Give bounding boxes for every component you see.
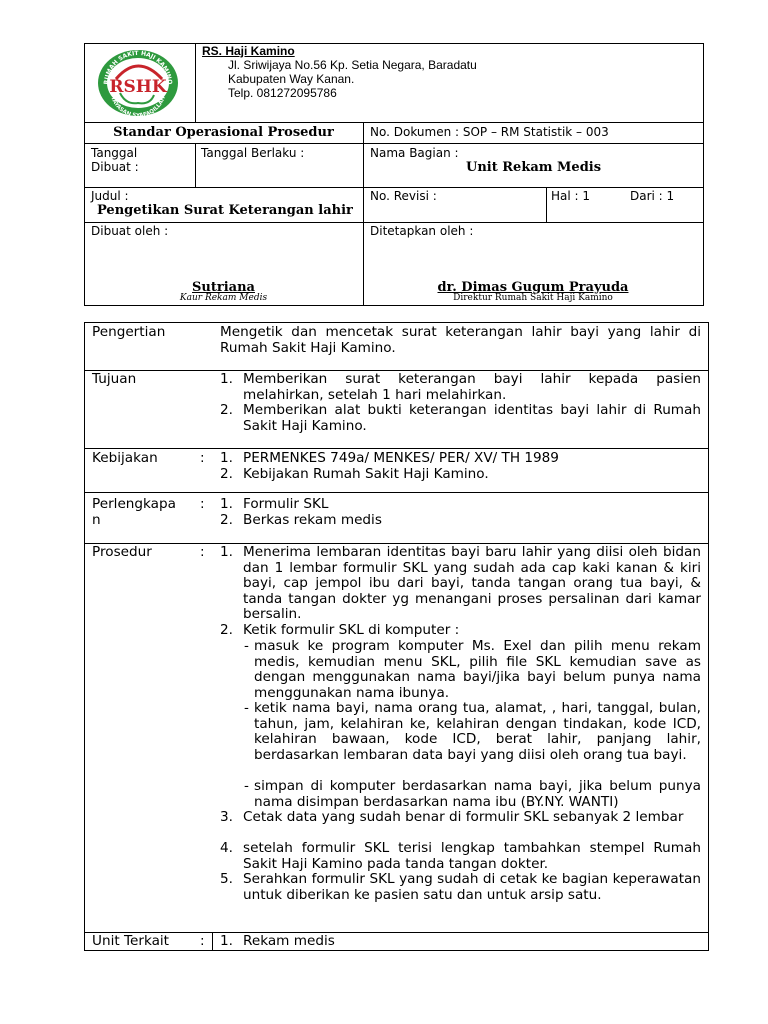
prosedur-num-3: 3. bbox=[220, 809, 233, 825]
perlengkapan-colon: : bbox=[200, 496, 205, 512]
hospital-name: RS. Haji Kamino bbox=[202, 44, 295, 58]
made-by-label: Dibuat oleh : bbox=[91, 224, 169, 238]
kebijakan-colon: : bbox=[200, 450, 205, 466]
prosedur-subitem-3: simpan di komputer berdasarkan nama bayi, jika belum punya nama disimpan berdasarkan nama ibu (BY.NY. WANTI) bbox=[254, 778, 701, 810]
hospital-address-1: Jl. Sriwijaya No.56 Kp. Setia Negara, Baradatu bbox=[228, 58, 477, 72]
kebijakan-num-2: 2. bbox=[220, 466, 233, 482]
department-label: Nama Bagian : bbox=[370, 146, 459, 160]
prosedur-num-2: 2. bbox=[220, 622, 233, 638]
made-by-role: Kaur Rekam Medis bbox=[179, 293, 268, 303]
unit-terkait-colon: : bbox=[200, 933, 205, 949]
prosedur-dash-1: - bbox=[244, 638, 249, 654]
tujuan-item-2: Memberikan alat bukti keterangan identitas bayi lahir di Rumah Sakit Haji Kamino. bbox=[243, 402, 701, 434]
prosedur-colon: : bbox=[200, 544, 205, 560]
prosedur-label: Prosedur bbox=[92, 544, 152, 560]
revision-label: No. Revisi : bbox=[370, 189, 437, 203]
tujuan-num-2: 2. bbox=[220, 402, 233, 418]
prosedur-subitem-1: masuk ke program komputer Ms. Exel dan pilih menu rekam medis, kemudian menu SKL, pilih file SKL kemudian save as dengan menggunakan nama bayi/jika bayi belum punya nama menggunakan nama ibunya. bbox=[254, 638, 701, 701]
kebijakan-num-1: 1. bbox=[220, 450, 233, 466]
unit-terkait-item-1: Rekam medis bbox=[243, 933, 335, 949]
pengertian-label: Pengertian bbox=[92, 324, 166, 340]
hospital-logo bbox=[96, 49, 180, 117]
made-by-name: Sutriana bbox=[192, 280, 255, 295]
prosedur-item-1: Menerima lembaran identitas bayi baru lahir yang diisi oleh bidan dan 1 lembar formulir SKL yang sudah ada cap kaki kanan & kiri bayi, cap jempol ibu dari bayi, tanda tangan orang tua bayi, & tanda tangan dokter yg menangani proses persalinan dari kamar bersalin. bbox=[243, 544, 701, 623]
date-created-label: Tanggal bbox=[91, 146, 138, 160]
approved-by-label: Ditetapkan oleh : bbox=[370, 224, 474, 238]
prosedur-num-5: 5. bbox=[220, 871, 233, 887]
prosedur-item-3: Cetak data yang sudah benar di formulir SKL sebanyak 2 lembar bbox=[243, 809, 684, 825]
prosedur-subitem-2: ketik nama bayi, nama orang tua, alamat, , hari, tanggal, bulan, tahun, jam, kelahiran ke, kelahiran dengan tindakan, kode ICD, kelahiran bawaan, kode ICD, berat lahir, panjang lahir, berdasarkan lembaran data bayi yang diisi oleh orang tua bayi. bbox=[254, 700, 701, 763]
department-value: Unit Rekam Medis bbox=[466, 160, 602, 175]
tujuan-label: Tujuan bbox=[92, 371, 137, 387]
of-label: Dari : 1 bbox=[630, 189, 675, 203]
prosedur-item-2: Ketik formulir SKL di komputer : bbox=[243, 622, 460, 638]
prosedur-item-4: setelah formulir SKL terisi lengkap tambahkan stempel Rumah Sakit Haji Kamino pada tanda tangan dokter. bbox=[243, 840, 701, 872]
approved-by-name: dr. Dimas Gugum Prayuda bbox=[437, 280, 629, 295]
prosedur-num-1: 1. bbox=[220, 544, 233, 560]
doc-number: No. Dokumen : SOP – RM Statistik – 003 bbox=[370, 125, 609, 139]
hospital-address-2: Kabupaten Way Kanan. bbox=[228, 72, 355, 86]
perlengkapan-label: Perlengkapa bbox=[92, 496, 176, 512]
perlengkapan-num-2: 2. bbox=[220, 512, 233, 528]
approved-by-role: Direktur Rumah Sakit Haji Kamino bbox=[453, 293, 613, 303]
pengertian-text: Mengetik dan mencetak surat keterangan lahir bayi yang lahir di Rumah Sakit Haji Kamino. bbox=[220, 324, 701, 356]
kebijakan-item-1: PERMENKES 749a/ MENKES/ PER/ XV/ TH 1989 bbox=[243, 450, 559, 466]
logo-ring-top-text: RUMAH SAKIT HAJI KAMINO bbox=[102, 49, 174, 85]
kebijakan-label: Kebijakan bbox=[92, 450, 158, 466]
sop-title: Standar Operasional Prosedur bbox=[113, 125, 334, 140]
kebijakan-item-2: Kebijakan Rumah Sakit Haji Kamino. bbox=[243, 466, 489, 482]
unit-terkait-label: Unit Terkait bbox=[92, 933, 170, 949]
perlengkapan-item-2: Berkas rekam medis bbox=[243, 512, 382, 528]
perlengkapan-label-wrap: n bbox=[92, 512, 101, 528]
prosedur-dash-2: - bbox=[244, 700, 249, 716]
title-value: Pengetikan Surat Keterangan lahir bbox=[97, 203, 353, 218]
page-label: Hal : 1 bbox=[551, 189, 591, 203]
prosedur-num-4: 4. bbox=[220, 840, 233, 856]
perlengkapan-item-1: Formulir SKL bbox=[243, 496, 329, 512]
logo-letters: RSHK bbox=[109, 77, 167, 97]
perlengkapan-num-1: 1. bbox=[220, 496, 233, 512]
tujuan-num-1: 1. bbox=[220, 371, 233, 387]
unit-terkait-num-1: 1. bbox=[220, 933, 233, 949]
prosedur-item-5: Serahkan formulir SKL yang sudah di cetak ke bagian keperawatan untuk diberikan ke pasien satu dan untuk arsip satu. bbox=[243, 871, 701, 903]
effective-date-label: Tanggal Berlaku : bbox=[201, 146, 305, 160]
prosedur-dash-3: - bbox=[244, 778, 249, 794]
hospital-phone: Telp. 081272095786 bbox=[228, 86, 337, 100]
logo-ring-bottom-text: YAYASAN SYAFAQILLAH bbox=[109, 95, 167, 117]
tujuan-item-1: Memberikan surat keterangan bayi lahir kepada pasien melahirkan, setelah 1 hari melahirkan. bbox=[243, 371, 701, 403]
title-label: Judul : bbox=[91, 189, 129, 203]
date-created-label-2: Dibuat : bbox=[91, 160, 139, 174]
